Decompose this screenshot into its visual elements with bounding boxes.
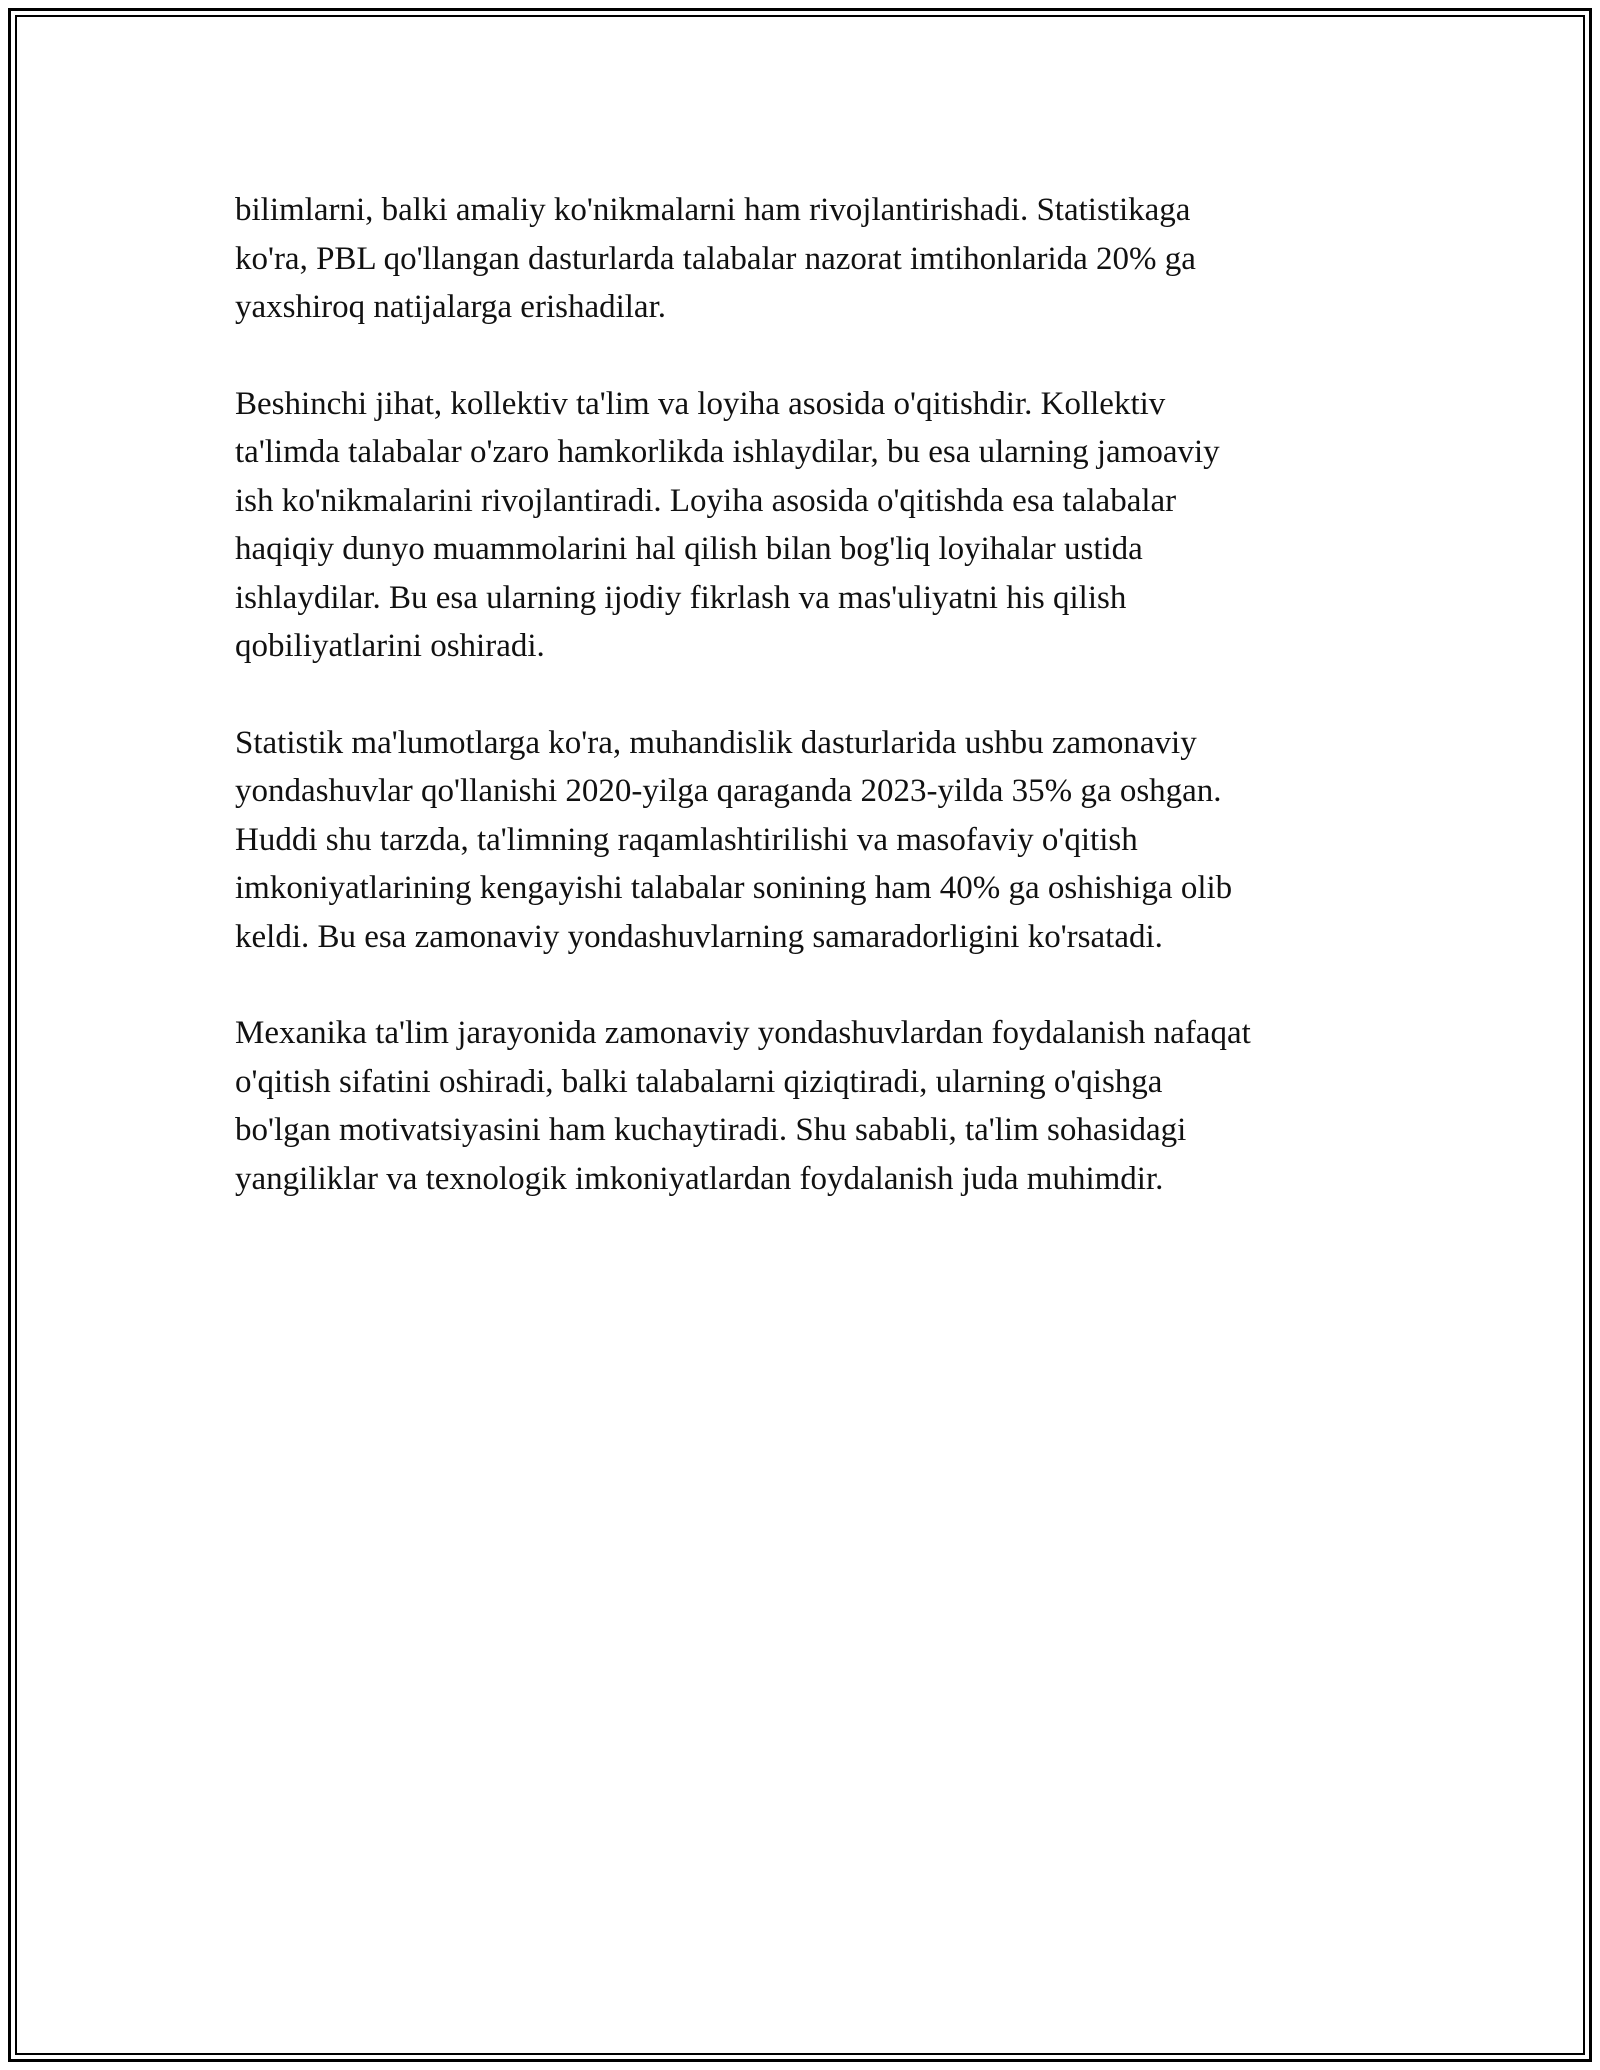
paragraph-3: Statistik ma'lumotlarga ko'ra, muhandislik dasturlarida ushbu zamonaviy yondashuvlar qo'llanishi 2020-yilga qaraganda 2023-yilda 35% ga oshgan. Huddi shu tarzda, ta'limning raqamlashtirilishi va masofaviy o'qitish imkoniyatlarining kengayishi talabalar sonining ham 40% ga oshishiga olib keldi. Bu esa zamonaviy yondashuvlarning samaradorligini ko'rsatadi.	[235, 724, 1233, 955]
paragraph-2: Beshinchi jihat, kollektiv ta'lim va loyiha asosida o'qitishdir. Kollektiv ta'limda talabalar o'zaro hamkorlikda ishlaydilar, bu esa ularning jamoaviy ish ko'nikmalarini rivojlantiradi. Loyiha asosida o'qitishda esa talabalar haqiqiy dunyo muammolarini hal qilish bilan bog'liq loyihalar ustida ishlaydilar. Bu esa ularning ijodiy fikrlash va mas'uliyatni his qilish qobiliyatlarini oshiradi.	[235, 385, 1220, 664]
paragraph-1: bilimlarni, balki amaliy ko'nikmalarni ham rivojlantirishadi. Statistikaga ko'ra, PBL qo'llangan dasturlarda talabalar nazorat imtihonlarida 20% ga yaxshiroq natijalarga erishadilar.	[235, 192, 1196, 325]
page-body	[235, 186, 1370, 1251]
paragraph-4: Mexanika ta'lim jarayonida zamonaviy yondashuvlardan foydalanish nafaqat o'qitish sifatini oshiradi, balki talabalarni qiziqtiradi, ularning o'qishga bo'lgan motivatsiyasini ham kuchaytiradi. Shu sababli, ta'lim sohasidagi yangiliklar va texnologik imkoniyatlardan foydalanish juda muhimdir.	[235, 1015, 1251, 1197]
